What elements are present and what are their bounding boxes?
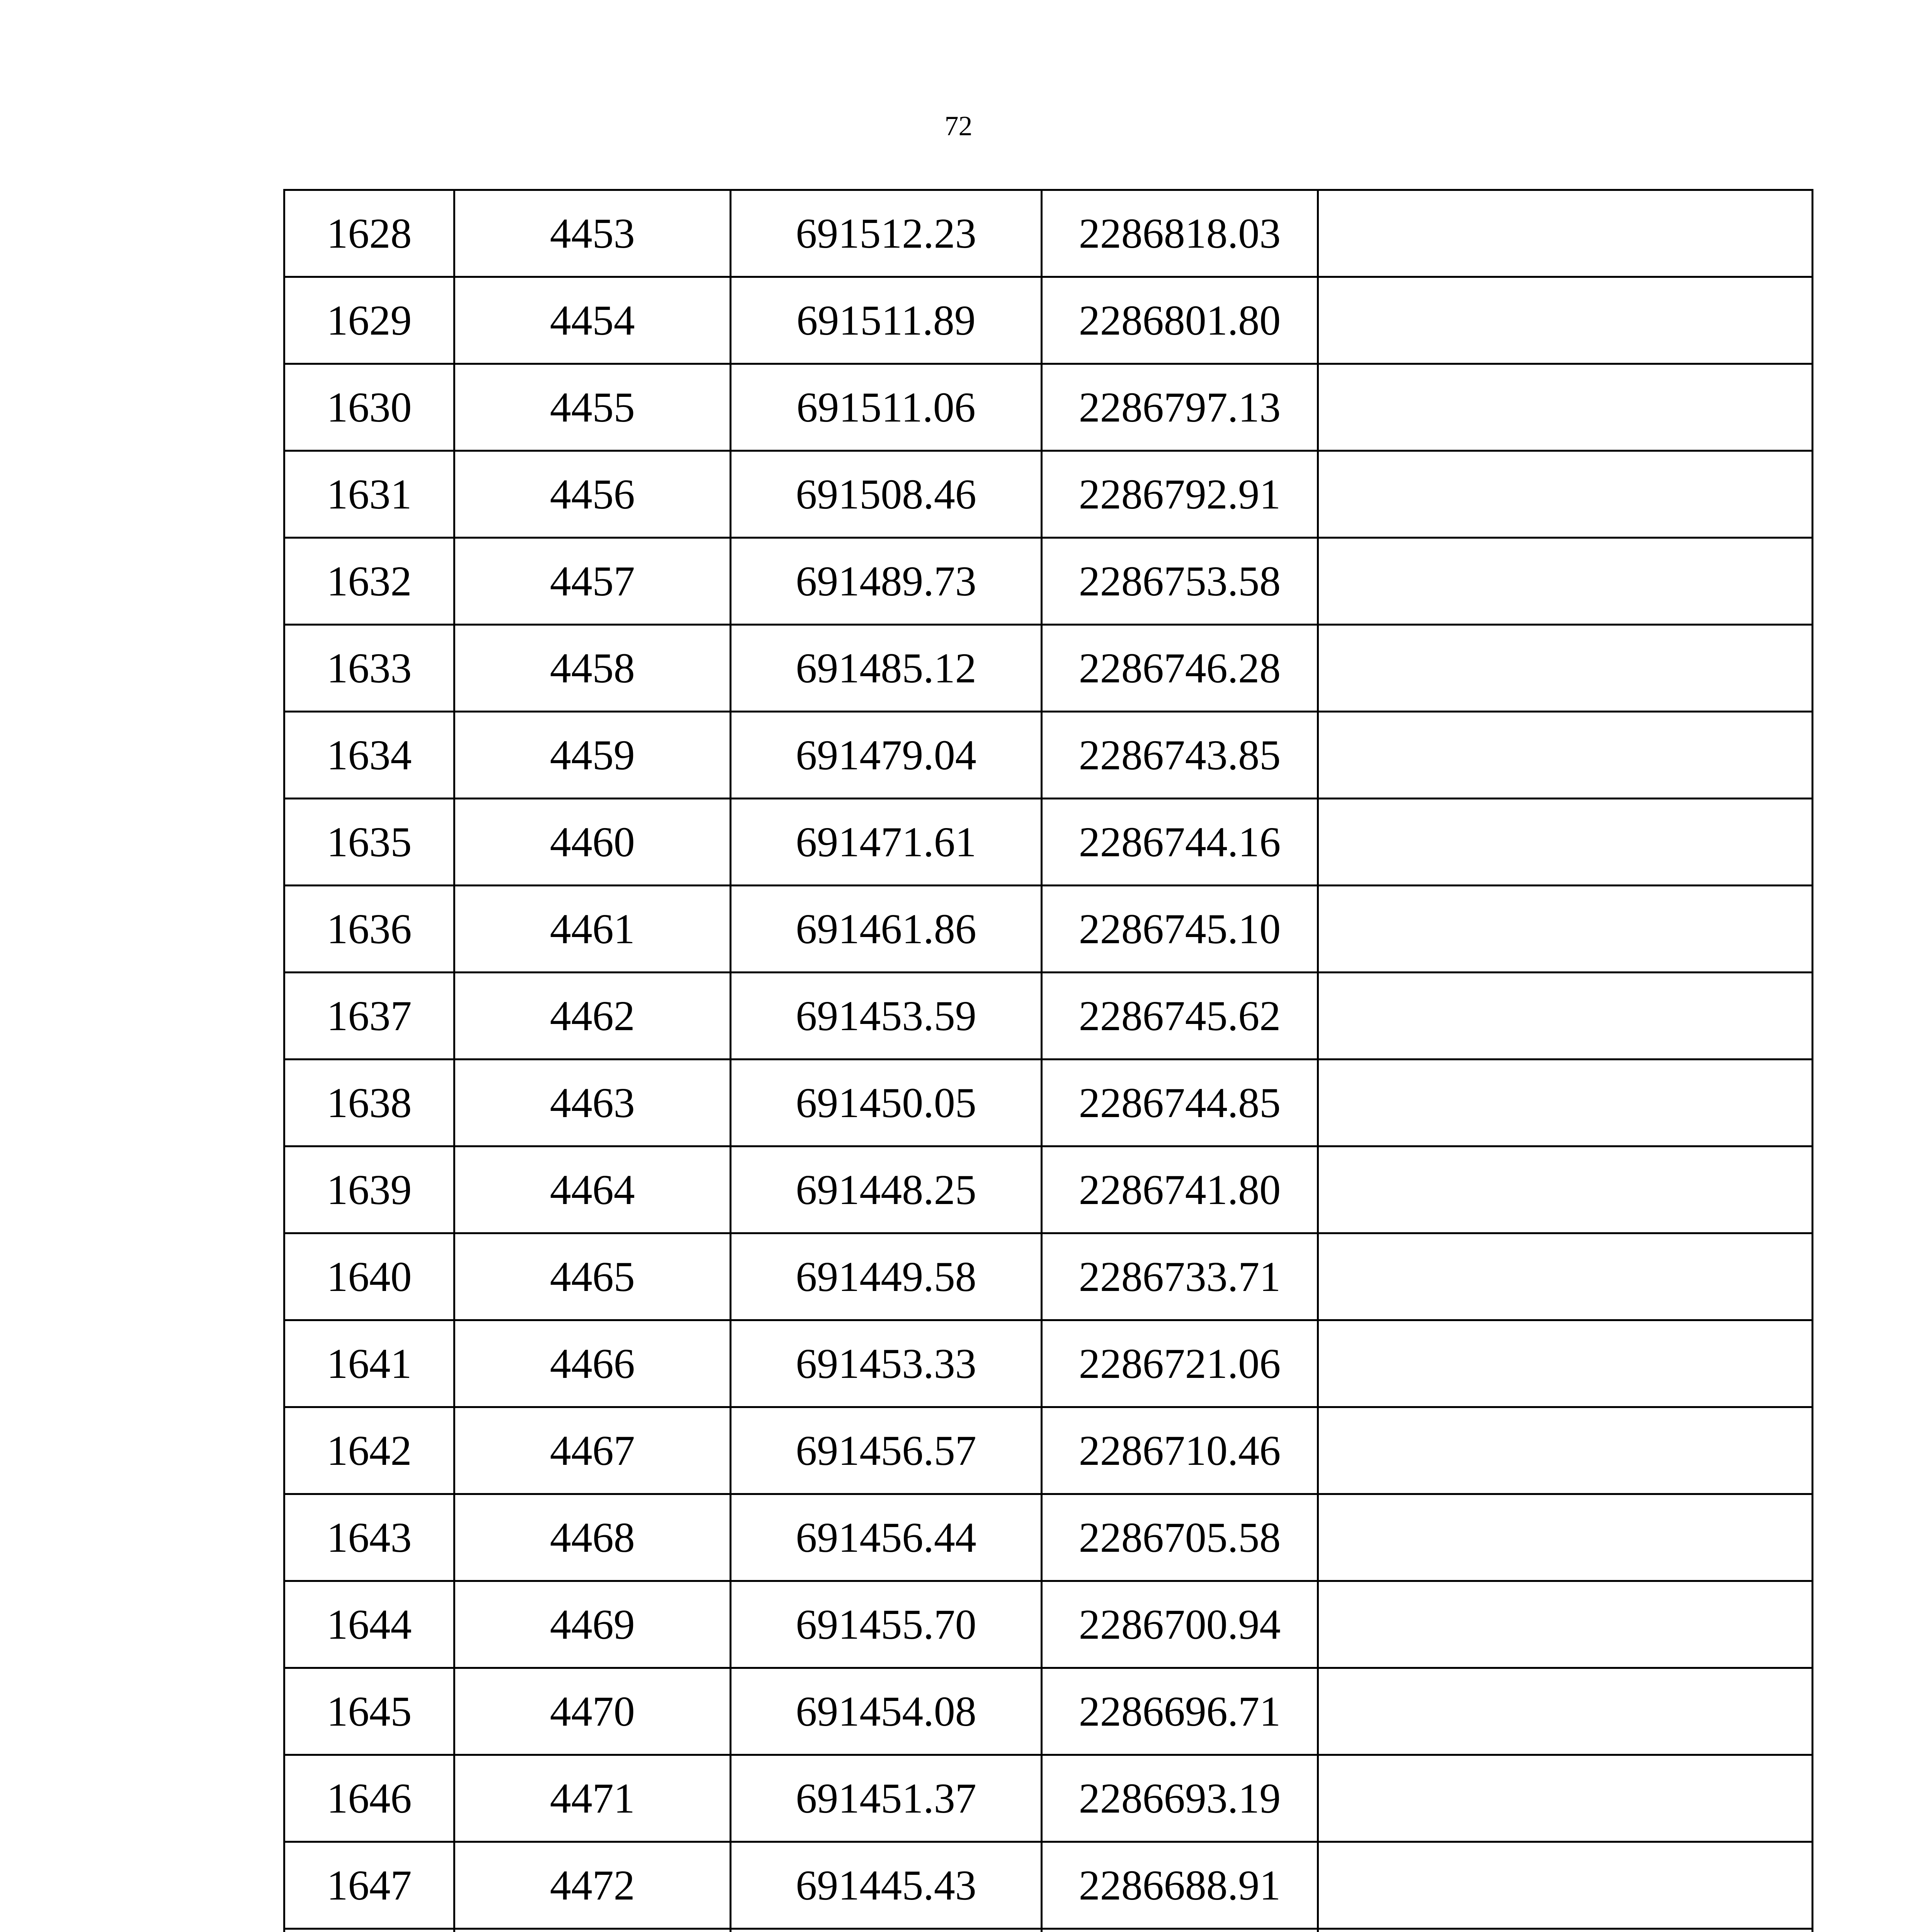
cell-x-coordinate: 691448.25 (731, 1146, 1042, 1233)
cell-y-coordinate: 2286818.03 (1042, 190, 1318, 277)
cell-row-number: 1636 (284, 886, 454, 973)
cell-x-coordinate: 691445.43 (731, 1842, 1042, 1929)
cell-note (1318, 712, 1813, 799)
table-row (284, 1233, 1813, 1320)
cell-point-number: 4464 (454, 1146, 731, 1233)
cell-note (1318, 538, 1813, 625)
table-row (284, 799, 1813, 886)
cell-y-coordinate: 2286745.10 (1042, 886, 1318, 973)
cell-point-number: 4467 (454, 1407, 731, 1494)
cell-point-number: 4466 (454, 1320, 731, 1407)
cell-point-number: 4471 (454, 1755, 731, 1842)
cell-x-coordinate: 691456.44 (731, 1494, 1042, 1581)
table-row (284, 1494, 1813, 1581)
cell-x-coordinate: 691511.06 (731, 364, 1042, 451)
cell-row-number: 1641 (284, 1320, 454, 1407)
coordinate-table (283, 189, 1813, 1932)
cell-point-number: 4468 (454, 1494, 731, 1581)
cell-x-coordinate: 691508.46 (731, 451, 1042, 538)
cell-x-coordinate: 691451.37 (731, 1755, 1042, 1842)
cell-point-number: 4470 (454, 1668, 731, 1755)
cell-point-number (454, 1929, 731, 1932)
cell-row-number: 1632 (284, 538, 454, 625)
cell-row-number: 1633 (284, 625, 454, 712)
cell-y-coordinate: 2286705.58 (1042, 1494, 1318, 1581)
cell-row-number: 1638 (284, 1060, 454, 1146)
coordinate-table-body (284, 190, 1813, 1932)
cell-x-coordinate: 691461.86 (731, 886, 1042, 973)
cell-note (1318, 1929, 1813, 1932)
cell-row-number: 1637 (284, 973, 454, 1060)
cell-note (1318, 1581, 1813, 1668)
cell-row-number: 1640 (284, 1233, 454, 1320)
cell-note (1318, 190, 1813, 277)
cell-y-coordinate: 2286744.85 (1042, 1060, 1318, 1146)
cell-x-coordinate (731, 1929, 1042, 1932)
cell-note (1318, 1060, 1813, 1146)
cell-y-coordinate: 2286792.91 (1042, 451, 1318, 538)
table-row (284, 712, 1813, 799)
cell-y-coordinate: 2286744.16 (1042, 799, 1318, 886)
cell-point-number: 4465 (454, 1233, 731, 1320)
table-row (284, 1146, 1813, 1233)
cell-row-number: 1644 (284, 1581, 454, 1668)
cell-x-coordinate: 691512.23 (731, 190, 1042, 277)
table-row (284, 451, 1813, 538)
cell-point-number: 4469 (454, 1581, 731, 1668)
cell-point-number: 4455 (454, 364, 731, 451)
table-row (284, 538, 1813, 625)
cell-row-number: 1645 (284, 1668, 454, 1755)
table-row (284, 190, 1813, 277)
cell-y-coordinate: 2286696.71 (1042, 1668, 1318, 1755)
cell-row-number: 1629 (284, 277, 454, 364)
cell-x-coordinate: 691449.58 (731, 1233, 1042, 1320)
cell-note (1318, 973, 1813, 1060)
cell-row-number: 1646 (284, 1755, 454, 1842)
cell-point-number: 4461 (454, 886, 731, 973)
page-number: 72 (944, 111, 973, 141)
cell-point-number: 4472 (454, 1842, 731, 1929)
cell-row-number: 1647 (284, 1842, 454, 1929)
cell-y-coordinate: 2286797.13 (1042, 364, 1318, 451)
cell-point-number: 4463 (454, 1060, 731, 1146)
table-row (284, 1060, 1813, 1146)
cell-note (1318, 364, 1813, 451)
cell-row-number (284, 1929, 454, 1932)
table-row (284, 625, 1813, 712)
cell-note (1318, 1755, 1813, 1842)
cell-y-coordinate: 2286733.71 (1042, 1233, 1318, 1320)
table-row (284, 973, 1813, 1060)
cell-x-coordinate: 691454.08 (731, 1668, 1042, 1755)
cell-x-coordinate: 691455.70 (731, 1581, 1042, 1668)
cell-y-coordinate: 2286753.58 (1042, 538, 1318, 625)
cell-y-coordinate: 2286710.46 (1042, 1407, 1318, 1494)
cell-y-coordinate: 2286743.85 (1042, 712, 1318, 799)
cell-x-coordinate: 691453.59 (731, 973, 1042, 1060)
cell-row-number: 1630 (284, 364, 454, 451)
cell-note (1318, 1320, 1813, 1407)
cell-y-coordinate: 2286746.28 (1042, 625, 1318, 712)
cell-note (1318, 1494, 1813, 1581)
cell-row-number: 1634 (284, 712, 454, 799)
cell-note (1318, 1668, 1813, 1755)
cell-x-coordinate: 691456.57 (731, 1407, 1042, 1494)
cell-point-number: 4459 (454, 712, 731, 799)
table-row (284, 364, 1813, 451)
cell-x-coordinate: 691450.05 (731, 1060, 1042, 1146)
cell-row-number: 1628 (284, 190, 454, 277)
cell-row-number: 1635 (284, 799, 454, 886)
cell-note (1318, 1407, 1813, 1494)
cell-x-coordinate: 691511.89 (731, 277, 1042, 364)
cell-note (1318, 799, 1813, 886)
cell-point-number: 4460 (454, 799, 731, 886)
cell-row-number: 1642 (284, 1407, 454, 1494)
cell-y-coordinate (1042, 1929, 1318, 1932)
cell-point-number: 4462 (454, 973, 731, 1060)
cell-point-number: 4456 (454, 451, 731, 538)
cell-note (1318, 886, 1813, 973)
cell-note (1318, 1146, 1813, 1233)
coordinate-table-container (283, 189, 1812, 1932)
cell-note (1318, 625, 1813, 712)
cell-x-coordinate: 691453.33 (731, 1320, 1042, 1407)
cell-row-number: 1639 (284, 1146, 454, 1233)
cell-y-coordinate: 2286700.94 (1042, 1581, 1318, 1668)
cell-y-coordinate: 2286745.62 (1042, 973, 1318, 1060)
cell-point-number: 4457 (454, 538, 731, 625)
cell-y-coordinate: 2286721.06 (1042, 1320, 1318, 1407)
table-row (284, 1668, 1813, 1755)
table-row (284, 1581, 1813, 1668)
cell-y-coordinate: 2286741.80 (1042, 1146, 1318, 1233)
table-row (284, 1755, 1813, 1842)
cell-x-coordinate: 691489.73 (731, 538, 1042, 625)
table-row (284, 277, 1813, 364)
table-row (284, 1407, 1813, 1494)
table-row (284, 1842, 1813, 1929)
cell-note (1318, 1842, 1813, 1929)
cell-row-number: 1631 (284, 451, 454, 538)
cell-x-coordinate: 691479.04 (731, 712, 1042, 799)
cell-note (1318, 277, 1813, 364)
cell-y-coordinate: 2286688.91 (1042, 1842, 1318, 1929)
table-row (284, 886, 1813, 973)
cell-point-number: 4458 (454, 625, 731, 712)
cell-point-number: 4453 (454, 190, 731, 277)
cell-note (1318, 1233, 1813, 1320)
table-row (284, 1929, 1813, 1932)
cell-x-coordinate: 691471.61 (731, 799, 1042, 886)
table-row (284, 1320, 1813, 1407)
cell-note (1318, 451, 1813, 538)
cell-y-coordinate: 2286801.80 (1042, 277, 1318, 364)
cell-point-number: 4454 (454, 277, 731, 364)
cell-row-number: 1643 (284, 1494, 454, 1581)
cell-x-coordinate: 691485.12 (731, 625, 1042, 712)
cell-y-coordinate: 2286693.19 (1042, 1755, 1318, 1842)
